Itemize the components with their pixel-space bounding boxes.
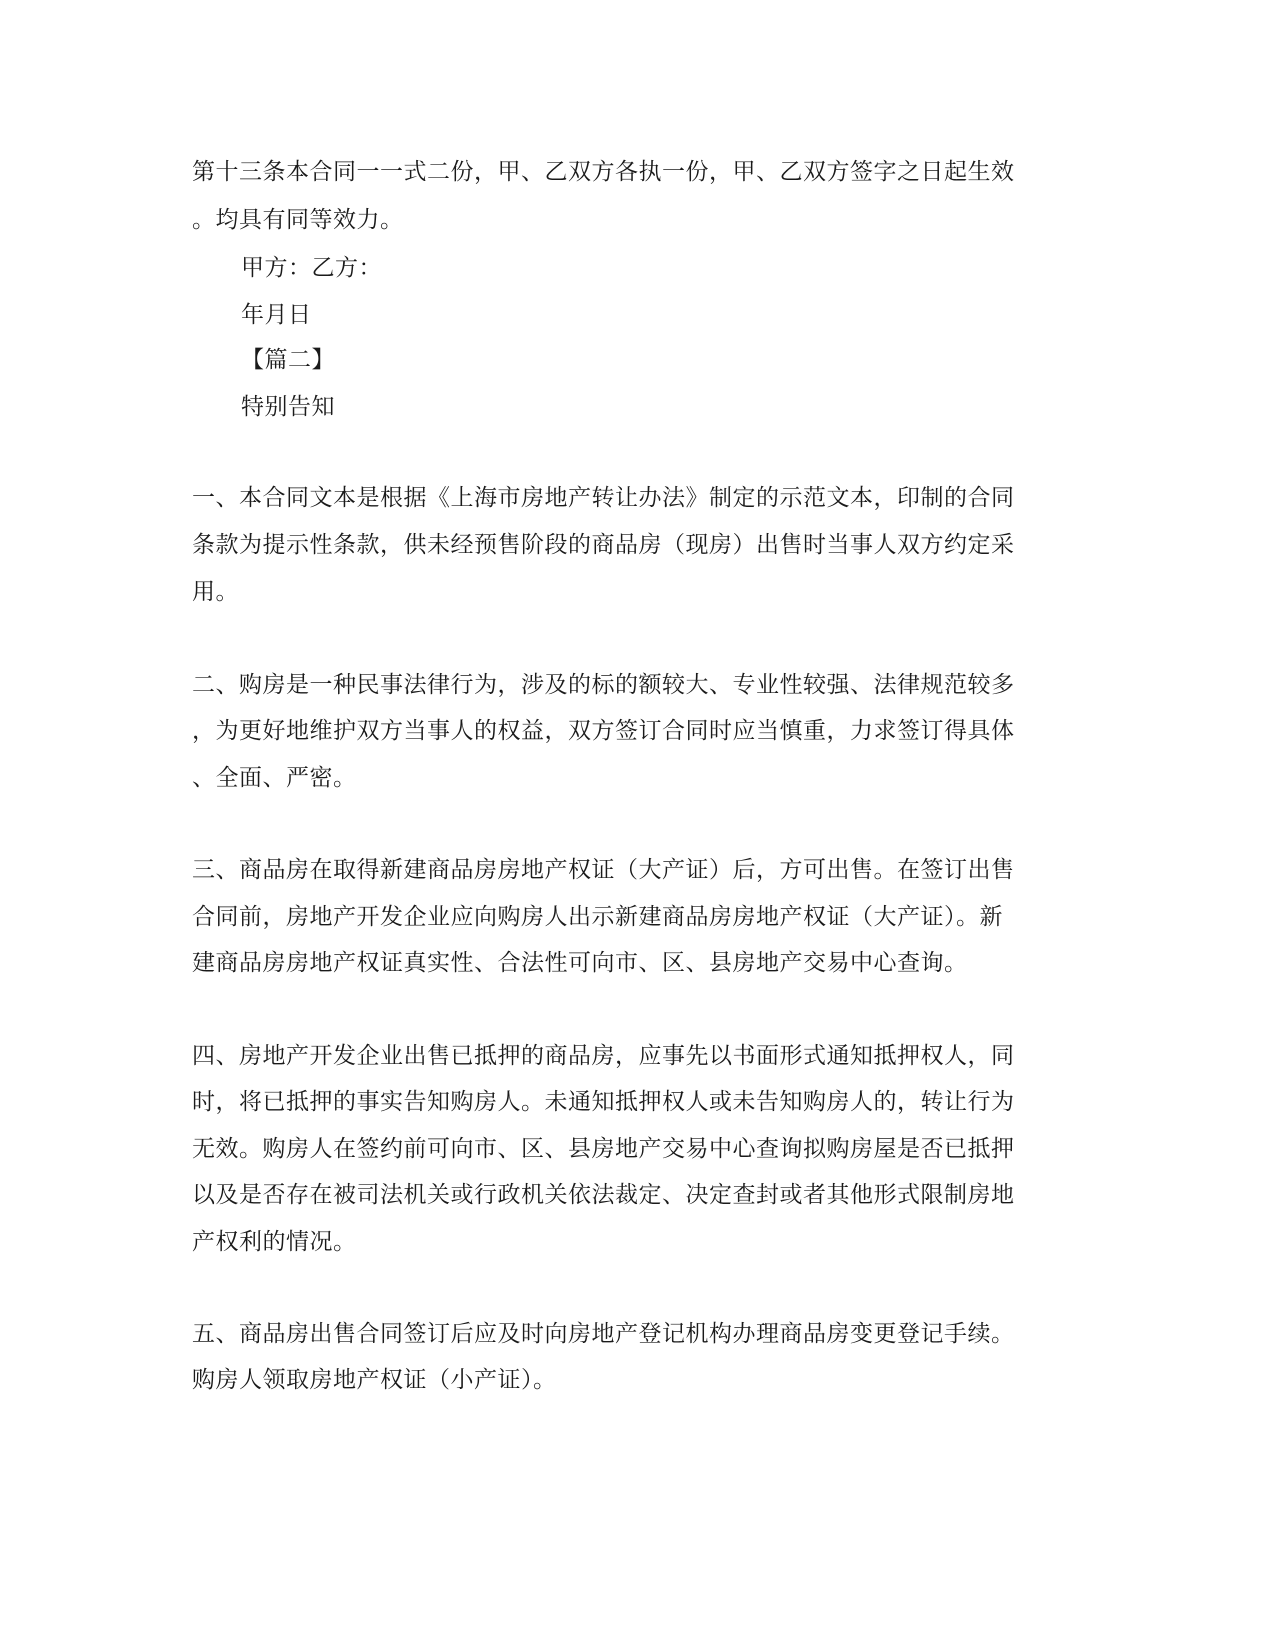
notice-item-3-line-2: 合同前，房地产开发企业应向购房人出示新建商品房房地产权证（大产证）。新: [192, 904, 1003, 930]
signature-date: 年月日: [241, 302, 312, 328]
notice-item-3-line-1: 三、商品房在取得新建商品房房地产权证（大产证）后，方可出售。在签订出售: [192, 857, 1015, 883]
notice-item-4-line-3: 无效。购房人在签约前可向市、区、县房地产交易中心查询拟购房屋是否已抵押: [192, 1136, 1015, 1162]
notice-item-1-line-2: 条款为提示性条款，供未经预售阶段的商品房（现房）出售时当事人双方约定采: [192, 532, 1015, 558]
article-13-line-2: 。均具有同等效力。: [192, 207, 404, 233]
notice-item-5-line-1: 五、商品房出售合同签订后应及时向房地产登记机构办理商品房变更登记手续。: [192, 1321, 1015, 1347]
notice-item-5-line-2: 购房人领取房地产权证（小产证）。: [192, 1367, 557, 1393]
notice-item-2-line-2: ，为更好地维护双方当事人的权益，双方签订合同时应当慎重，力求签订得具体: [192, 718, 1015, 744]
notice-item-4-line-4: 以及是否存在被司法机关或行政机关依法裁定、决定查封或者其他形式限制房地: [192, 1182, 1015, 1208]
signature-parties: 甲方：乙方：: [241, 255, 382, 281]
notice-item-2-line-1: 二、购房是一种民事法律行为，涉及的标的额较大、专业性较强、法律规范较多: [192, 672, 1015, 698]
notice-item-1-line-1: 一、本合同文本是根据《上海市房地产转让办法》制定的示范文本，印制的合同: [192, 485, 1015, 511]
notice-item-2-line-3: 、全面、严密。: [192, 765, 357, 791]
notice-item-3-line-3: 建商品房房地产权证真实性、合法性可向市、区、县房地产交易中心查询。: [192, 950, 968, 976]
notice-item-4-line-5: 产权利的情况。: [192, 1229, 357, 1255]
section-heading: 【篇二】: [241, 347, 335, 373]
article-13-line-1: 第十三条本合同一一式二份，甲、乙双方各执一份，甲、乙双方签字之日起生效: [192, 159, 1015, 185]
notice-title: 特别告知: [241, 394, 335, 420]
notice-item-1-line-3: 用。: [192, 579, 239, 605]
notice-item-4-line-2: 时，将已抵押的事实告知购房人。未通知抵押权人或未告知购房人的，转让行为: [192, 1089, 1015, 1115]
notice-item-4-line-1: 四、房地产开发企业出售已抵押的商品房，应事先以书面形式通知抵押权人，同: [192, 1043, 1015, 1069]
